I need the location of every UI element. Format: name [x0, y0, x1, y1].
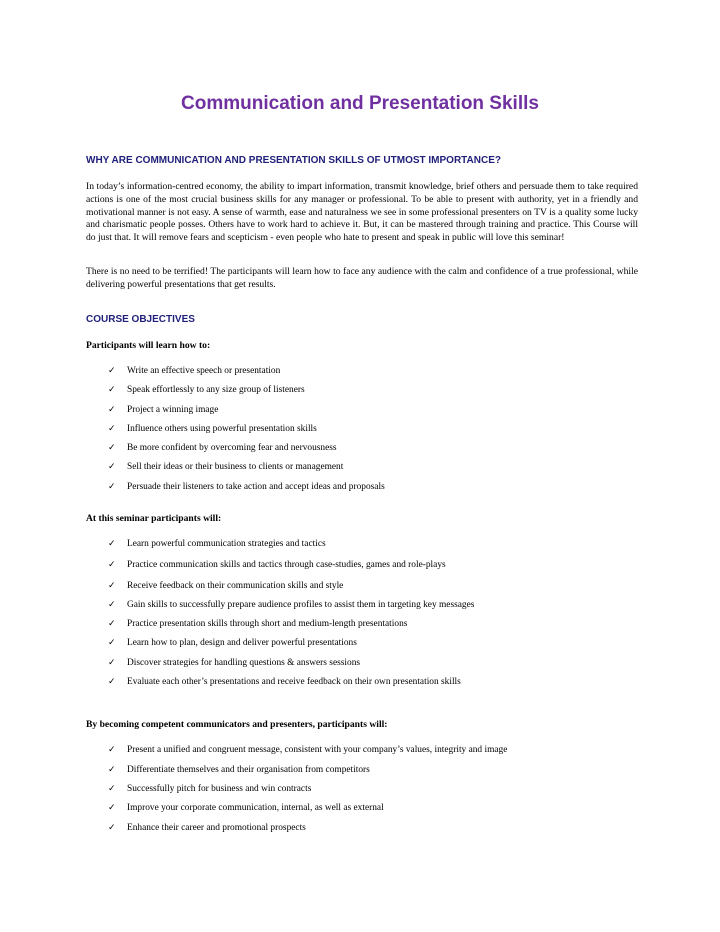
list-item-text: Practice presentation skills through short and medium-length presentations	[127, 619, 408, 629]
list-item-text: Gain skills to successfully prepare audience profiles to assist them in targeting key messages	[127, 600, 475, 610]
list-item	[108, 744, 507, 756]
page-title: Communication and Presentation Skills	[181, 93, 539, 114]
list-item-text: Project a winning image	[127, 405, 219, 415]
list-item-text: Successfully pitch for business and win contracts	[127, 784, 312, 794]
checkmark-icon: ✓	[108, 745, 116, 755]
checkmark-icon: ✓	[108, 581, 116, 591]
list-item-text: Influence others using powerful presentation skills	[127, 424, 317, 434]
list-item-text: Enhance their career and promotional prospects	[127, 823, 306, 833]
checkmark-icon: ✓	[108, 619, 116, 629]
checkmark-icon: ✓	[108, 677, 116, 687]
list-item	[108, 481, 385, 493]
list-item	[108, 538, 326, 550]
checkmark-icon: ✓	[108, 405, 116, 415]
checkmark-icon: ✓	[108, 803, 116, 813]
list-item-text: Sell their ideas or their business to clients or management	[127, 462, 344, 472]
list-item	[108, 559, 446, 571]
list-item	[108, 822, 306, 834]
list-item	[108, 404, 218, 416]
intro-paragraph: In today’s information-centred economy, the ability to impart information, transmit knowledge, brief others and persuade them to take required actions is one of the most crucial business skills for any manager or professional. To be able to present with authority, yet in a friendly and motivational manner is not easy. A sense of warmth, ease and naturalness we see in some professional presenters on TV is a quality some lucky and charismatic people posses. Others have to work hard to achieve it. But, it can be mastered through training and practice. This Course will do just that. It will remove fears and scepticism - even people who hate to present and speak in public will love this seminar!	[86, 181, 638, 244]
reassurance-paragraph: There is no need to be terrified! The participants will learn how to face any audience with the calm and confidence of a true professional, while delivering powerful presentations that get results.	[86, 266, 638, 290]
list-item-text: Learn how to plan, design and deliver powerful presentations	[127, 638, 357, 648]
list-item-text: Evaluate each other’s presentations and receive feedback on their own presentation skills	[127, 677, 461, 687]
checkmark-icon: ✓	[108, 443, 116, 453]
section-heading-objectives: COURSE OBJECTIVES	[86, 314, 195, 325]
checkmark-icon: ✓	[108, 638, 116, 648]
list1-heading: Participants will learn how to:	[86, 340, 211, 351]
list-item-text: Write an effective speech or presentation	[127, 366, 281, 376]
list-item	[108, 461, 343, 473]
checkmark-icon: ✓	[108, 385, 116, 395]
checkmark-icon: ✓	[108, 658, 116, 668]
list-item	[108, 423, 317, 435]
checkmark-icon: ✓	[108, 482, 116, 492]
list-item	[108, 657, 360, 669]
list-item-text: Persuade their listeners to take action and accept ideas and proposals	[127, 482, 385, 492]
list-item	[108, 802, 384, 814]
list-item-text: Differentiate themselves and their organisation from competitors	[127, 765, 370, 775]
list3-heading: By becoming competent communicators and presenters, participants will:	[86, 719, 388, 730]
list-item	[108, 676, 461, 688]
checkmark-icon: ✓	[108, 539, 116, 549]
checkmark-icon: ✓	[108, 366, 116, 376]
checkmark-icon: ✓	[108, 462, 116, 472]
list-item	[108, 365, 280, 377]
list-item	[108, 637, 357, 649]
list-item-text: Learn powerful communication strategies and tactics	[127, 539, 326, 549]
list-item-text: Be more confident by overcoming fear and nervousness	[127, 443, 337, 453]
checkmark-icon: ✓	[108, 765, 116, 775]
list-item	[108, 618, 407, 630]
list-item-text: Discover strategies for handling questions & answers sessions	[127, 658, 361, 668]
list-item	[108, 764, 370, 776]
list-item	[108, 580, 343, 592]
list-item-text: Receive feedback on their communication skills and style	[127, 581, 344, 591]
list-item	[108, 783, 311, 795]
checkmark-icon: ✓	[108, 560, 116, 570]
list-item-text: Improve your corporate communication, internal, as well as external	[127, 803, 384, 813]
checkmark-icon: ✓	[108, 784, 116, 794]
checkmark-icon: ✓	[108, 823, 116, 833]
list-item-text: Practice communication skills and tactics through case-studies, games and role-plays	[127, 560, 446, 570]
list-item-text: Present a unified and congruent message, consistent with your company’s values, integrity and image	[127, 745, 508, 755]
checkmark-icon: ✓	[108, 424, 116, 434]
list-item	[108, 442, 337, 454]
list2-heading: At this seminar participants will:	[86, 513, 222, 524]
list-item	[108, 384, 305, 396]
checkmark-icon: ✓	[108, 600, 116, 610]
list-item-text: Speak effortlessly to any size group of listeners	[127, 385, 305, 395]
list-item	[108, 599, 474, 611]
section-heading-importance: WHY ARE COMMUNICATION AND PRESENTATION SKILLS OF UTMOST IMPORTANCE?	[86, 155, 501, 166]
